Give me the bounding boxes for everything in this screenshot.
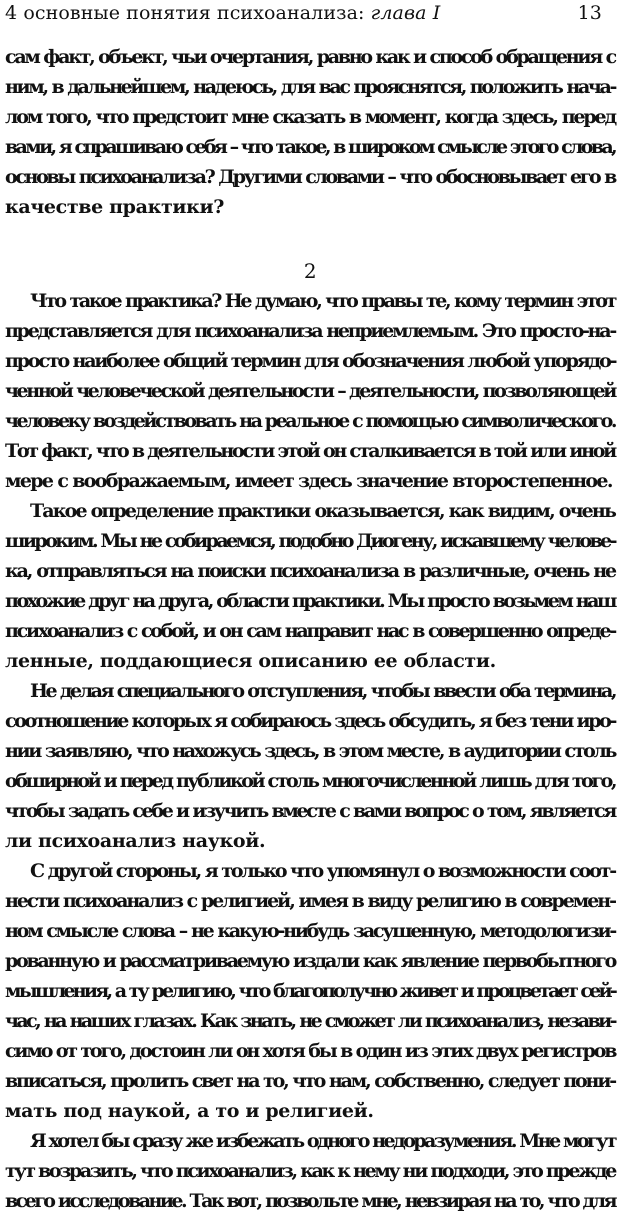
page-number: 13 [577,2,602,24]
text-line: чтобы задать себе и изучить вместе с вами вопрос о том, является [5,800,615,822]
text-line: Я хотел бы сразу же избежать одного недоразумения. Мне могут [30,1130,615,1152]
text-line: основы психоанализа? Другими словами – что обосновывает его в [5,166,615,188]
text-line: мышления, а ту религию, что благополучно живет и процветает сей- [5,980,615,1002]
text-line: Что такое практика? Не думаю, что правы те, кому термин этот [30,290,615,312]
text-line: мере с воображаемым, имеет здесь значение второстепенное. [5,470,612,492]
intro-paragraph [5,42,615,222]
text-line: похожие друг на друга, области практики. Мы просто возьмем наш [5,590,615,612]
running-header [5,2,602,30]
text-line: обширной и перед публикой столь многочисленной лишь для того, [5,770,615,792]
paragraph [5,286,615,496]
text-line: психоанализ с собой, и он сам направит нас в совершенно опреде- [5,620,615,642]
running-title-text: 4 основные понятия психоанализа: [5,2,365,24]
text-line: соотношение которых я собираюсь здесь обсудить, я без тени иро- [5,710,615,732]
text-line: ном смысле слова – не какую-нибудь засушенную, методологизи- [5,920,615,942]
text-line: ленные, поддающиеся описанию ее области. [5,650,496,672]
paragraphs [5,286,615,1216]
text-line: мать под наукой, а то и религией. [5,1100,374,1122]
text-line: всего исследование. Так вот, позвольте мне, невзирая на то, что для [5,1190,615,1212]
text-line: тут возразить, что психоанализ, как к нему ни подходи, это прежде [5,1160,615,1182]
text-line: вписаться, пролить свет на то, что нам, собственно, следует пони- [5,1070,615,1092]
text-line: лом того, что предстоит мне сказать в момент, когда здесь, перед [5,106,615,128]
section-number: 2 [303,259,317,283]
paragraph [5,676,615,856]
paragraph [5,1126,615,1216]
text-line: ним, в дальнейшем, надеюсь, для вас прояснятся, положить нача- [5,76,615,98]
text-line: час, на наших глазах. Как знать, не сможет ли психоанализ, незави- [5,1010,615,1032]
text-line: качестве практики? [5,196,225,218]
text-line: ли психоанализ наукой. [5,830,266,852]
paragraph [5,496,615,676]
text-line: ка, отправляться на поиски психоанализа в различные, очень не [5,560,615,582]
text-line: нести психоанализ с религией, имея в виду религию в современ- [5,890,615,912]
text-line: симо от того, достоин ли он хотя бы в один из этих двух регистров [5,1040,616,1062]
chapter-label: глава I [370,2,441,24]
text-line: человеку воздействовать на реальное с помощью символического. [5,410,615,432]
text-line: С другой стороны, я только что упомянул о возможности соот- [30,860,615,882]
text-line: представляется для психоанализа неприемлемым. Это просто-на- [5,320,615,342]
text-line: просто наиболее общий термин для обозначения любой упорядо- [5,350,616,372]
text-line: Тот факт, что в деятельности этой он сталкивается в той или иной [5,440,616,462]
text-line: Не делая специального отступления, чтобы ввести оба термина, [30,680,615,702]
text-line: рованную и рассматриваемую издали как явление первобытного [5,950,615,972]
text-line: нии заявляю, что нахожусь здесь, в этом месте, в аудитории столь [5,740,615,762]
text-line: сам факт, объект, чьи очертания, равно как и способ обращения с [5,46,615,68]
paragraph [5,856,615,1126]
running-title [5,2,440,24]
text-line: широким. Мы не собираемся, подобно Диогену, искавшему челове- [5,530,615,552]
body-text [5,42,615,1216]
text-line: Такое определение практики оказывается, как видим, очень [30,500,615,522]
text-line: ченной человеческой деятельности – деятельности, позволяющей [5,380,615,402]
text-line: вами, я спрашиваю себя – что такое, в широком смысле этого слова, [5,136,615,158]
